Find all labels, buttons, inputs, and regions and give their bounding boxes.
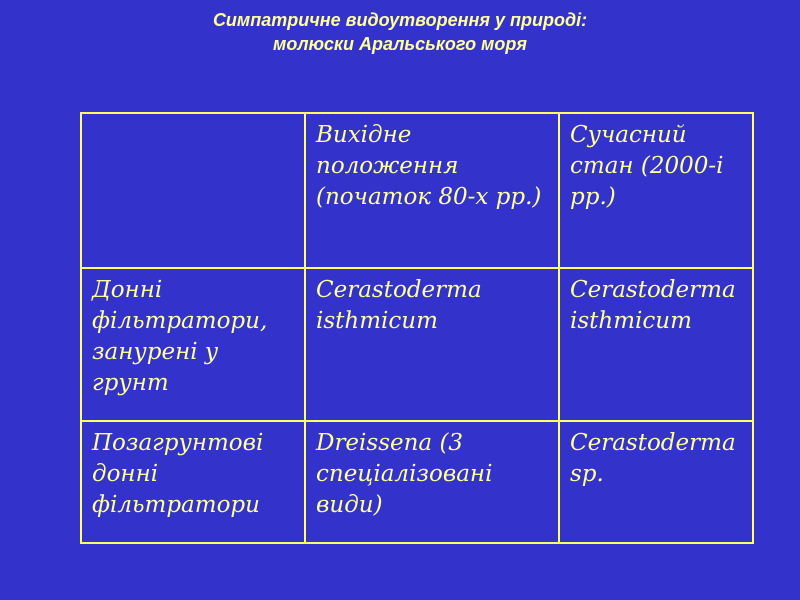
slide-title [0, 8, 800, 56]
table-header-row [81, 113, 753, 268]
header-initial-state: Вихідне положення (початок 80-х рр.) [305, 113, 559, 268]
table-row [81, 268, 753, 421]
header-empty-cell [81, 113, 305, 268]
row-initial-value: Cerastoderma isthmicum [305, 268, 559, 421]
row-group-label: Донні фільтратори, занурені у грунт [81, 268, 305, 421]
row-initial-value: Dreissena (3 спеціалізовані види) [305, 421, 559, 543]
table-row [81, 421, 753, 543]
slide-title-line-2: молюски Аральського моря [273, 34, 527, 54]
row-current-value: Cerastoderma isthmicum [559, 268, 753, 421]
row-group-label: Позагрунтові донні фільтратори [81, 421, 305, 543]
slide-title-line-1: Симпатричне видоутворення у природі: [212, 10, 588, 30]
mollusc-comparison-table [80, 112, 754, 544]
row-current-value: Cerastoderma sp. [559, 421, 753, 543]
header-current-state: Сучасний стан (2000-і рр.) [559, 113, 753, 268]
